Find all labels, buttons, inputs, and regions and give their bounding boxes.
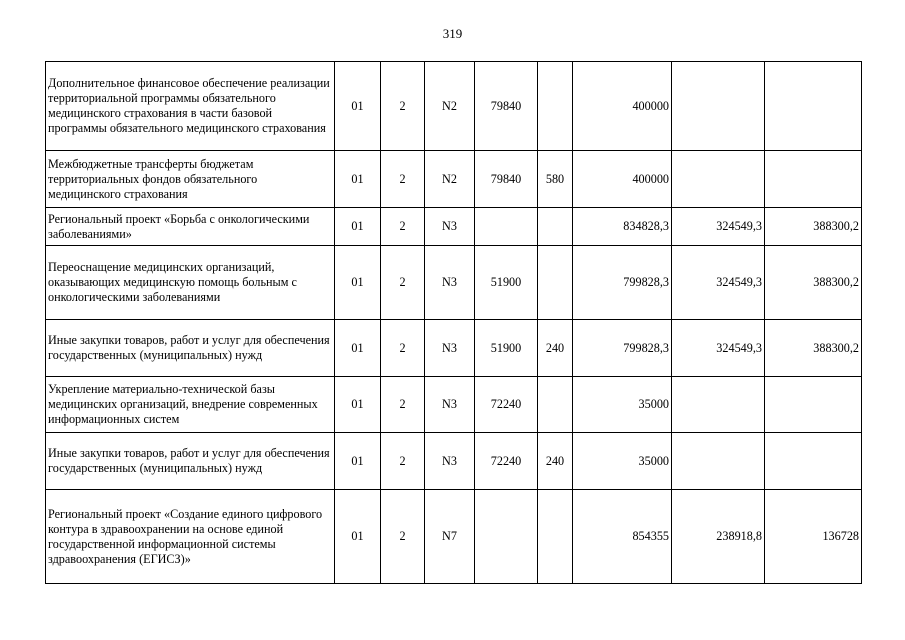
program-code: 01 (335, 433, 381, 490)
amount-year-3: 388300,2 (765, 208, 862, 246)
direction-code: 51900 (475, 320, 538, 377)
project-code: N3 (425, 377, 475, 433)
program-code: 01 (335, 208, 381, 246)
amount-year-1: 400000 (573, 62, 672, 151)
subprogram-code: 2 (381, 62, 425, 151)
row-name: Региональный проект «Борьба с онкологическими заболеваниями» (46, 208, 335, 246)
expense-type-code (538, 208, 573, 246)
amount-year-3 (765, 377, 862, 433)
amount-year-1: 834828,3 (573, 208, 672, 246)
amount-year-3 (765, 151, 862, 208)
table-row (46, 62, 862, 151)
amount-year-3 (765, 62, 862, 151)
subprogram-code: 2 (381, 490, 425, 584)
amount-year-2 (672, 377, 765, 433)
expense-type-code: 240 (538, 433, 573, 490)
table-row (46, 246, 862, 320)
amount-year-1: 35000 (573, 377, 672, 433)
table-row (46, 151, 862, 208)
amount-year-1: 854355 (573, 490, 672, 584)
project-code: N3 (425, 433, 475, 490)
expense-type-code (538, 377, 573, 433)
program-code: 01 (335, 320, 381, 377)
expense-type-code (538, 490, 573, 584)
amount-year-3 (765, 433, 862, 490)
table-row (46, 490, 862, 584)
amount-year-2: 324549,3 (672, 246, 765, 320)
amount-year-2 (672, 62, 765, 151)
program-code: 01 (335, 246, 381, 320)
direction-code: 79840 (475, 62, 538, 151)
amount-year-1: 35000 (573, 433, 672, 490)
subprogram-code: 2 (381, 377, 425, 433)
program-code: 01 (335, 62, 381, 151)
amount-year-3: 388300,2 (765, 246, 862, 320)
amount-year-2: 324549,3 (672, 320, 765, 377)
program-code: 01 (335, 377, 381, 433)
subprogram-code: 2 (381, 208, 425, 246)
table-row (46, 320, 862, 377)
expense-type-code (538, 246, 573, 320)
row-name: Укрепление материально-технической базы медицинских организаций, внедрение современных информационных систем (46, 377, 335, 433)
table-row (46, 433, 862, 490)
subprogram-code: 2 (381, 246, 425, 320)
amount-year-1: 799828,3 (573, 320, 672, 377)
program-code: 01 (335, 151, 381, 208)
budget-table (45, 61, 862, 584)
project-code: N7 (425, 490, 475, 584)
direction-code: 72240 (475, 433, 538, 490)
expense-type-code: 240 (538, 320, 573, 377)
amount-year-2 (672, 433, 765, 490)
program-code: 01 (335, 490, 381, 584)
expense-type-code: 580 (538, 151, 573, 208)
project-code: N2 (425, 151, 475, 208)
amount-year-1: 400000 (573, 151, 672, 208)
row-name: Региональный проект «Создание единого цифрового контура в здравоохранении на основе единой государственной информационной системы здравоохранения (ЕГИСЗ)» (46, 490, 335, 584)
amount-year-3: 136728 (765, 490, 862, 584)
subprogram-code: 2 (381, 320, 425, 377)
project-code: N3 (425, 208, 475, 246)
amount-year-2: 324549,3 (672, 208, 765, 246)
table-row (46, 377, 862, 433)
subprogram-code: 2 (381, 433, 425, 490)
amount-year-1: 799828,3 (573, 246, 672, 320)
project-code: N3 (425, 246, 475, 320)
amount-year-2 (672, 151, 765, 208)
row-name: Дополнительное финансовое обеспечение реализации территориальной программы обязательного медицинского страхования в части базовой программы обязательного медицинского страхования (46, 62, 335, 151)
direction-code: 79840 (475, 151, 538, 208)
direction-code (475, 208, 538, 246)
project-code: N2 (425, 62, 475, 151)
row-name: Переоснащение медицинских организаций, оказывающих медицинскую помощь больным с онкологическими заболеваниями (46, 246, 335, 320)
row-name: Иные закупки товаров, работ и услуг для обеспечения государственных (муниципальных) нужд (46, 320, 335, 377)
amount-year-3: 388300,2 (765, 320, 862, 377)
direction-code: 72240 (475, 377, 538, 433)
amount-year-2: 238918,8 (672, 490, 765, 584)
direction-code: 51900 (475, 246, 538, 320)
page-number: 319 (442, 26, 463, 41)
table-row (46, 208, 862, 246)
expense-type-code (538, 62, 573, 151)
row-name: Межбюджетные трансферты бюджетам территориальных фондов обязательного медицинского страхования (46, 151, 335, 208)
project-code: N3 (425, 320, 475, 377)
row-name: Иные закупки товаров, работ и услуг для обеспечения государственных (муниципальных) нужд (46, 433, 335, 490)
direction-code (475, 490, 538, 584)
subprogram-code: 2 (381, 151, 425, 208)
